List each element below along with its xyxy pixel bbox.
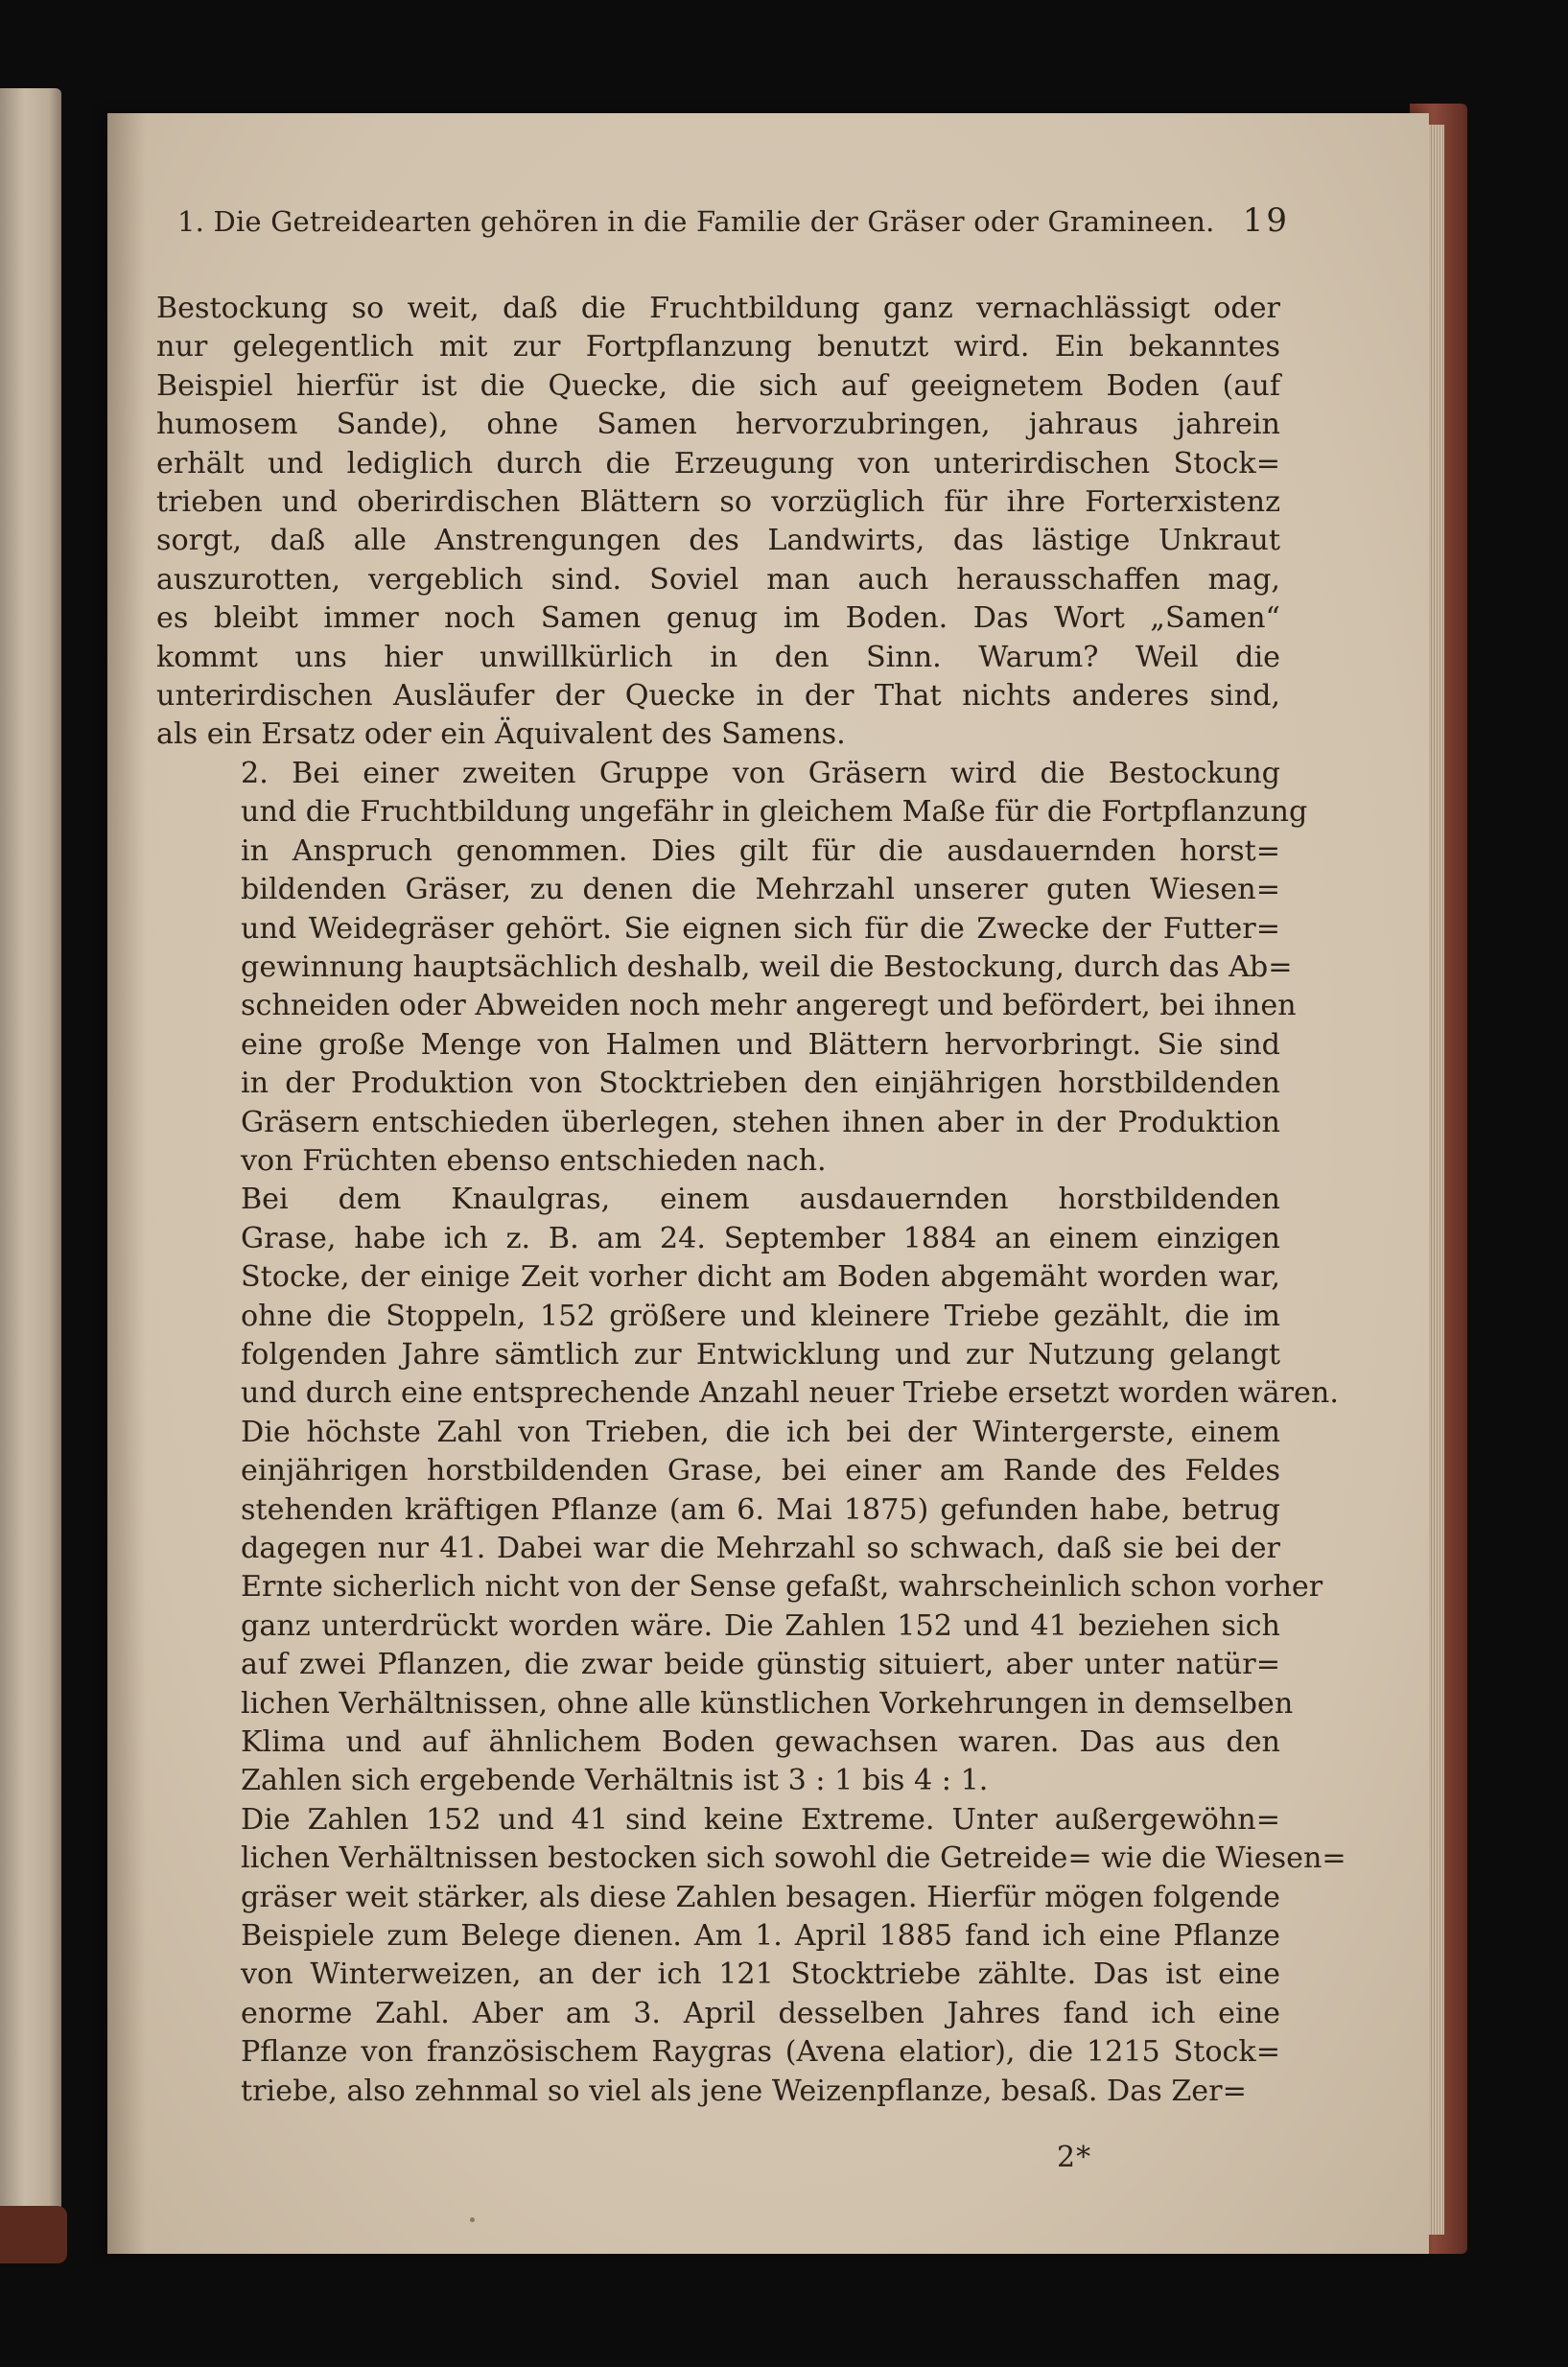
text-line: Grase, habe ich z. B. am 24. September 1884 an einem einzigen	[241, 1221, 1280, 1255]
body-text	[156, 290, 1346, 2111]
book-cover-left	[0, 2206, 67, 2263]
paragraph	[156, 1181, 1339, 1801]
text-line: humosem Sande), ohne Samen hervorzubringen, jahraus jahrein	[156, 408, 1280, 442]
text-line: folgenden Jahre sämtlich zur Entwicklung und zur Nutzung gelangt	[241, 1337, 1280, 1371]
text-line: dagegen nur 41. Dabei war die Mehrzahl so schwach, daß sie bei der	[241, 1532, 1280, 1565]
text-line: schneiden oder Abweiden noch mehr angeregt und befördert, bei ihnen	[241, 989, 1297, 1023]
text-line: bildenden Gräser, zu denen die Mehrzahl unserer guten Wiesen=	[241, 873, 1280, 907]
gutter-shadow	[107, 113, 146, 2254]
previous-page-edge	[0, 88, 61, 2251]
text-line: sorgt, daß alle Anstrengungen des Landwirts, das lästige Unkraut	[156, 524, 1280, 558]
text-line: von Früchten ebenso entschieden nach.	[241, 1143, 827, 1178]
text-line: und Weidegräser gehört. Sie eignen sich für die Zwecke der Futter=	[241, 911, 1280, 946]
text-line: eine große Menge von Halmen und Blättern hervorbringt. Sie sind	[241, 1027, 1280, 1062]
paragraph	[156, 290, 1280, 755]
text-line: auszurotten, vergeblich sind. Soviel man auch herausschaffen mag,	[156, 562, 1280, 597]
text-line: unterirdischen Ausläufer der Quecke in der That nichts anderes sind,	[156, 679, 1280, 714]
text-line: lichen Verhältnissen bestocken sich sowohl die Getreide= wie die Wiesen=	[241, 1841, 1346, 1876]
text-line: in Anspruch genommen. Dies gilt für die ausdauernden horst=	[241, 833, 1280, 868]
text-line: Beispiele zum Belege dienen. Am 1. April 1885 fand ich eine Pflanze	[241, 1919, 1280, 1954]
text-line: Gräsern entschieden überlegen, stehen ihnen aber in der Produktion	[241, 1105, 1280, 1139]
text-line: gewinnung hauptsächlich deshalb, weil die Bestockung, durch das Ab=	[241, 949, 1293, 984]
text-line: enorme Zahl. Aber am 3. April desselben Jahres fand ich eine	[241, 1996, 1280, 2030]
text-line: als ein Ersatz oder ein Äquivalent des Samens.	[156, 717, 846, 752]
signature-mark: 2*	[1057, 2141, 1092, 2174]
text-line: ohne die Stoppeln, 152 größere und kleinere Triebe gezählt, die im	[241, 1299, 1280, 1333]
text-line: es bleibt immer noch Samen genug im Boden. Das Wort „Samen“	[156, 601, 1280, 636]
text-line: Klima und auf ähnlichem Boden gewachsen waren. Das aus den	[241, 1725, 1280, 1760]
text-line: triebe, also zehnmal so viel als jene Weizenpflanze, besaß. Das Zer=	[241, 2074, 1247, 2108]
text-line: erhält und lediglich durch die Erzeugung von unterirdischen Stock=	[156, 446, 1280, 480]
text-line: Stocke, der einige Zeit vorher dicht am Boden abgemäht worden war,	[241, 1260, 1280, 1295]
paragraph	[156, 755, 1308, 1181]
text-line: gräser weit stärker, als diese Zahlen besagen. Hierfür mögen folgende	[241, 1880, 1280, 1914]
text-line: Pflanze von französischem Raygras (Avena elatior), die 1215 Stock=	[241, 2035, 1280, 2070]
text-line: trieben und oberirdischen Blättern so vorzüglich für ihre Forterxistenz	[156, 485, 1280, 520]
text-line: in der Produktion von Stocktrieben den einjährigen horstbildenden	[241, 1066, 1280, 1101]
text-line: Die Zahlen 152 und 41 sind keine Extreme. Unter außergewöhn=	[241, 1802, 1280, 1837]
page-number: 19	[1242, 201, 1290, 240]
text-line: Ernte sicherlich nicht von der Sense gefaßt, wahrscheinlich schon vorher	[241, 1570, 1323, 1605]
text-line: ganz unterdrückt worden wäre. Die Zahlen 152 und 41 beziehen sich	[241, 1608, 1280, 1643]
text-line: und durch eine entsprechende Anzahl neuer Triebe ersetzt worden wären.	[241, 1376, 1339, 1411]
running-head-title: 1. Die Getreidearten gehören in die Familie der Gräser oder Gramineen.	[177, 205, 1215, 238]
text-line: 2. Bei einer zweiten Gruppe von Gräsern wird die Bestockung	[241, 756, 1280, 790]
text-line: auf zwei Pflanzen, die zwar beide günstig situiert, aber unter natür=	[241, 1648, 1280, 1682]
text-line: kommt uns hier unwillkürlich in den Sinn. Warum? Weil die	[156, 640, 1280, 674]
text-line: Die höchste Zahl von Trieben, die ich bei der Wintergerste, einem	[241, 1415, 1280, 1449]
text-line: stehenden kräftigen Pflanze (am 6. Mai 1875) gefunden habe, betrug	[241, 1492, 1280, 1527]
text-line: Zahlen sich ergebende Verhältnis ist 3 : 1 bis 4 : 1.	[241, 1764, 989, 1798]
paper-speck	[470, 2217, 475, 2222]
text-line: lichen Verhältnissen, ohne alle künstlichen Vorkehrungen in demselben	[241, 1686, 1294, 1721]
text-line: Beispiel hierfür ist die Quecke, die sich auf geeignetem Boden (auf	[156, 368, 1280, 403]
text-line: nur gelegentlich mit zur Fortpflanzung benutzt wird. Ein bekanntes	[156, 330, 1280, 364]
text-line: und die Fruchtbildung ungefähr in gleichem Maße für die Fortpflanzung	[241, 795, 1308, 830]
text-line: von Winterweizen, an der ich 121 Stocktriebe zählte. Das ist eine	[241, 1957, 1280, 1992]
text-line: Bestockung so weit, daß die Fruchtbildung ganz vernachlässigt oder	[156, 292, 1280, 325]
text-line: einjährigen horstbildenden Grase, bei einer am Rande des Feldes	[241, 1454, 1280, 1488]
text-line: Bei dem Knaulgras, einem ausdauernden horstbildenden	[241, 1183, 1280, 1217]
running-head	[177, 201, 1290, 249]
paragraph	[156, 1801, 1346, 2111]
